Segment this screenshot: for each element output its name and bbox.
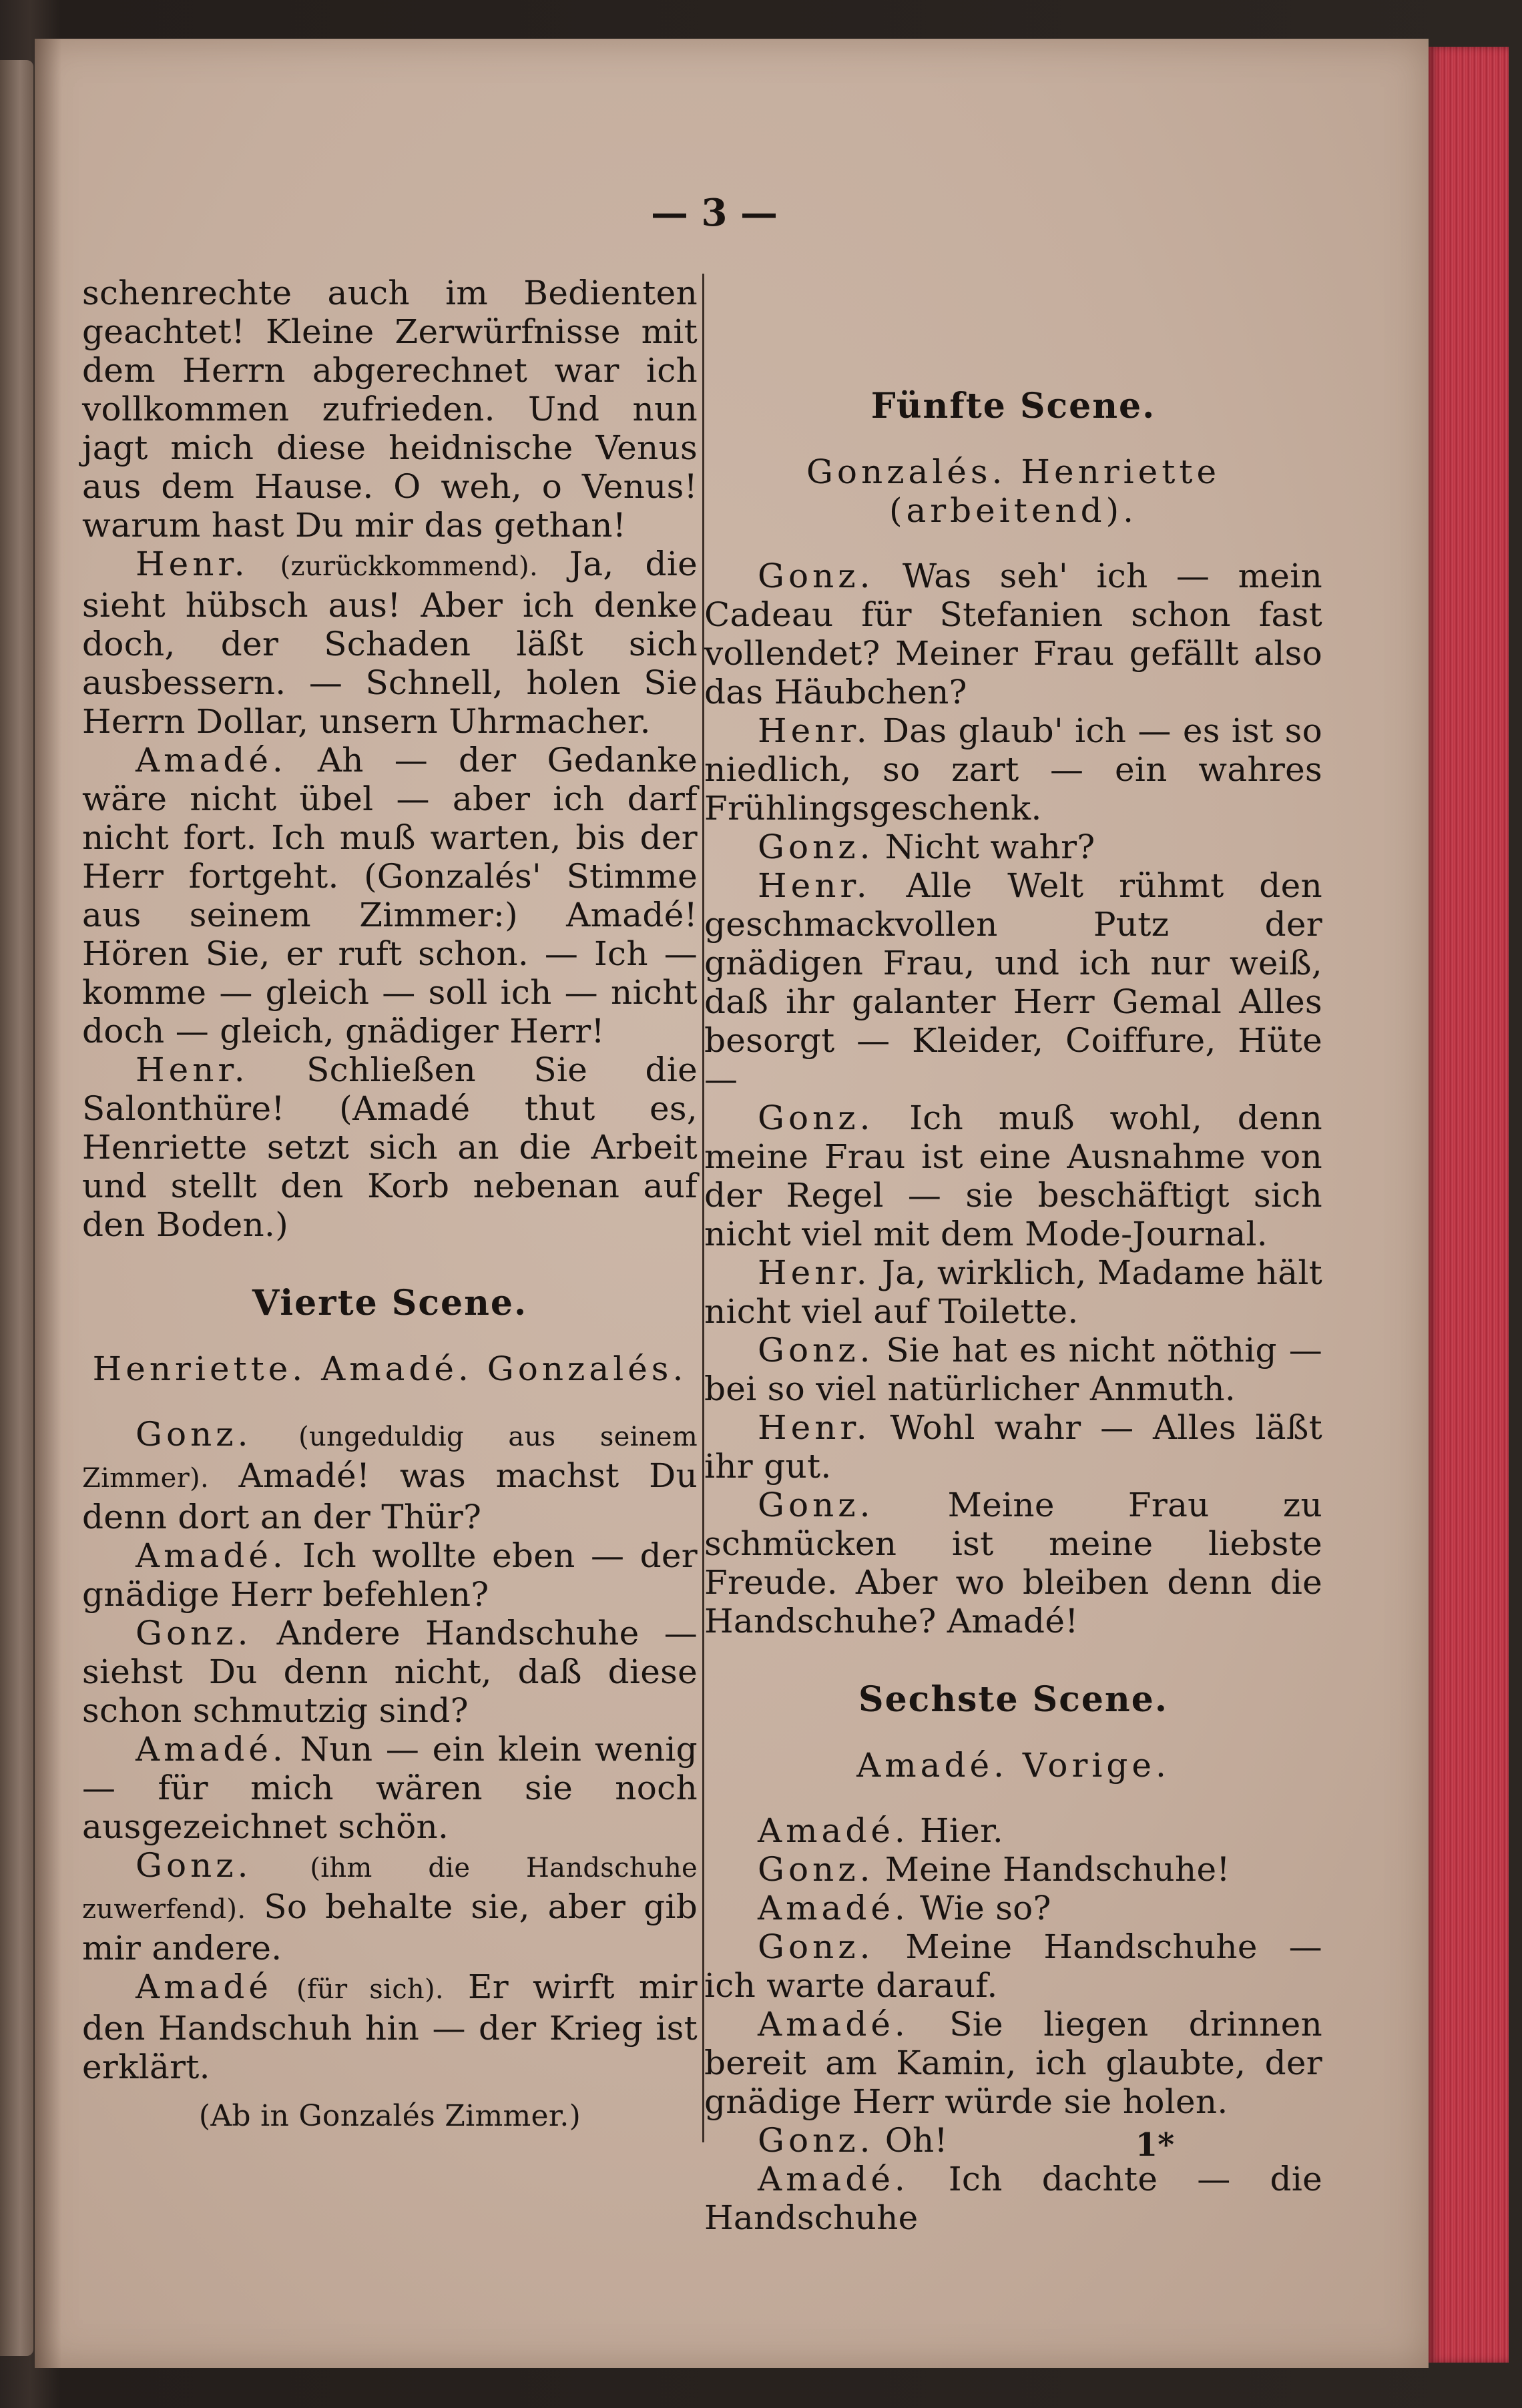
dialogue-line bbox=[82, 741, 698, 1050]
dialogue-text: Ah — der Gedanke wäre nicht übel — aber ich darf nicht fort. Ich muß warten, bis der Herr fortgeht. (Gonzalés' Stimme aus seinem Zimmer:) Amadé! Hören Sie, er ruft schon. — Ich — komme — gleich — soll ich — nicht doch — gleich, gnädiger Herr! bbox=[82, 741, 698, 1050]
speaker-name: Amadé bbox=[136, 1968, 272, 2006]
speaker-name: Amadé. bbox=[136, 1730, 287, 1769]
scene-heading: Fünfte Scene. bbox=[870, 386, 1156, 426]
dialogue-text: Alle Welt rühmt den geschmackvollen Putz der gnädigen Frau, und ich nur weiß, daß ihr galanter Herr Gemal Alles besorgt — Kleider, Coiffure, Hüte — bbox=[704, 866, 1322, 1099]
stage-direction: (für sich). bbox=[296, 1974, 444, 2005]
speaker-name: Gonz. bbox=[758, 557, 874, 595]
stage-direction: (ungeduldig aus seinem Zimmer). bbox=[82, 1422, 698, 1494]
dialogue-line bbox=[704, 2121, 1322, 2160]
speaker-name: Henr. bbox=[758, 1408, 871, 1447]
speaker-name: Gonz. bbox=[758, 1099, 874, 1137]
dialogue-text: So behalte sie, aber gib mir andere. bbox=[82, 1887, 698, 1968]
speaker-name: Amadé. bbox=[758, 2005, 909, 2044]
dialogue-line bbox=[82, 1536, 698, 1614]
dialogue-text: Ja, die sieht hübsch aus! Aber ich denke doch, der Schaden läßt sich ausbessern. — Schnell, holen Sie Herrn Dollar, unsern Uhrmacher. bbox=[82, 545, 698, 741]
stage-direction: (ihm die Handschuhe zuwerfend). bbox=[82, 1853, 698, 1925]
red-page-edges bbox=[1429, 47, 1509, 2363]
dialogue-continuation: schenrechte auch im Bedienten geachtet! Kleine Zerwürfnisse mit dem Herrn abgerechnet war ich vollkommen zufrieden. Und nun jagt mich diese heidnische Venus aus dem Hause. O weh, o Venus! warum hast Du mir das gethan! bbox=[82, 274, 698, 545]
dialogue-line bbox=[704, 1850, 1322, 1889]
dialogue-text: Sie liegen drinnen bereit am Kamin, ich glaubte, der gnädige Herr würde sie holen. bbox=[704, 2005, 1322, 2121]
cast-list: Amadé. Vorige. bbox=[856, 1746, 1170, 1785]
speaker-name: Amadé. bbox=[758, 2160, 909, 2198]
dialogue-line bbox=[82, 1050, 698, 1244]
speaker-name: Gonz. bbox=[758, 2121, 874, 2160]
page-number: — 3 — bbox=[651, 191, 778, 235]
dialogue-text: Er wirft mir den Handschuh hin — der Krieg ist erklärt. bbox=[82, 1968, 698, 2086]
speaker-name: Amadé. bbox=[758, 1811, 909, 1850]
dialogue-line bbox=[82, 1415, 698, 1536]
dialogue-text: Meine Handschuhe — ich warte darauf. bbox=[704, 1927, 1322, 2005]
speaker-name: Gonz. bbox=[758, 828, 874, 866]
left-page-edge bbox=[0, 60, 33, 2356]
dialogue-text: Was seh' ich — mein Cadeau für Stefanien schon fast vollendet? Meiner Frau gefällt also das Häubchen? bbox=[704, 557, 1322, 711]
dialogue-line bbox=[704, 1889, 1322, 1927]
speaker-name: Henr. bbox=[758, 711, 871, 750]
dialogue-line bbox=[704, 1408, 1322, 1486]
dialogue-line bbox=[704, 2160, 1322, 2237]
stage-direction: (Ab in Gonzalés Zimmer.) bbox=[198, 2099, 581, 2133]
speaker-name: Gonz. bbox=[758, 1331, 874, 1370]
speaker-name: Amadé. bbox=[136, 741, 287, 780]
dialogue-text: Wie so? bbox=[920, 1889, 1051, 1927]
dialogue-text: Hier. bbox=[920, 1811, 1004, 1850]
dialogue-text: Sie hat es nicht nöthig — bei so viel natürlicher Anmuth. bbox=[704, 1331, 1322, 1408]
speaker-name: Amadé. bbox=[136, 1536, 287, 1575]
dialogue-line bbox=[704, 557, 1322, 711]
dialogue-text: Nun — ein klein wenig — für mich wären sie noch ausgezeichnet schön. bbox=[82, 1730, 698, 1846]
stage-direction: (zurückkommend). bbox=[280, 551, 538, 582]
dialogue-text: Ich muß wohl, denn meine Frau ist eine Ausnahme von der Regel — sie beschäftigt sich nicht viel mit dem Mode-Journal. bbox=[704, 1099, 1322, 1253]
speaker-name: Henr. bbox=[136, 1050, 249, 1089]
dialogue-line bbox=[704, 1331, 1322, 1408]
dialogue-line bbox=[82, 1730, 698, 1846]
dialogue-line bbox=[704, 1253, 1322, 1331]
speaker-name: Gonz. bbox=[758, 1486, 874, 1524]
dialogue-text: Amadé! was machst Du denn dort an der Thür? bbox=[82, 1456, 698, 1536]
dialogue-text: Schließen Sie die Salonthüre! (Amadé thut es, Henriette setzt sich an die Arbeit und stellt den Korb nebenan auf den Boden.) bbox=[82, 1050, 698, 1244]
speaker-name: Henr. bbox=[758, 866, 871, 905]
dialogue-text: Andere Handschuhe — siehst Du denn nicht, daß diese schon schmutzig sind? bbox=[82, 1614, 698, 1730]
speaker-name: Amadé. bbox=[758, 1889, 909, 1927]
dialogue-text: Oh! bbox=[884, 2121, 948, 2160]
dialogue-line bbox=[82, 1968, 698, 2086]
dialogue-text: Ja, wirklich, Madame hält nicht viel auf Toilette. bbox=[704, 1253, 1322, 1331]
scene-heading: Vierte Scene. bbox=[252, 1283, 528, 1323]
dialogue-line bbox=[704, 1099, 1322, 1253]
scene-heading: Sechste Scene. bbox=[858, 1679, 1168, 1720]
dialogue-line bbox=[82, 1846, 698, 1968]
cast-list: Henriette. Amadé. Gonzalés. bbox=[92, 1349, 688, 1388]
speaker-name: Gonz. bbox=[136, 1415, 252, 1454]
speaker-name: Henr. bbox=[758, 1253, 871, 1292]
left-column bbox=[82, 274, 698, 2136]
right-column bbox=[704, 347, 1322, 2237]
dialogue-line bbox=[704, 828, 1322, 866]
dialogue-line bbox=[704, 1486, 1322, 1640]
dialogue-line bbox=[704, 1811, 1322, 1850]
dialogue-text: Nicht wahr? bbox=[884, 828, 1095, 866]
speaker-name: Gonz. bbox=[136, 1614, 252, 1652]
dialogue-line bbox=[704, 866, 1322, 1099]
dialogue-text: Meine Frau zu schmücken ist meine liebste Freude. Aber wo bleiben denn die Handschuhe? Amadé! bbox=[704, 1486, 1322, 1640]
dialogue-line bbox=[704, 2005, 1322, 2121]
dialogue-text: Ich dachte — die Handschuhe bbox=[704, 2160, 1322, 2237]
gutter-shadow bbox=[35, 39, 61, 2368]
signature-mark: 1* bbox=[1135, 2126, 1175, 2164]
dialogue-text: Wohl wahr — Alles läßt ihr gut. bbox=[704, 1408, 1322, 1486]
dialogue-line bbox=[704, 1927, 1322, 2005]
cast-list: Gonzalés. Henriette (arbeitend). bbox=[806, 453, 1221, 530]
dialogue-line bbox=[82, 1614, 698, 1730]
dialogue-line bbox=[704, 711, 1322, 828]
speaker-name: Gonz. bbox=[136, 1846, 252, 1885]
speaker-name: Gonz. bbox=[758, 1927, 874, 1966]
speaker-name: Henr. bbox=[136, 545, 249, 583]
dialogue-text: Meine Handschuhe! bbox=[884, 1850, 1230, 1889]
speaker-name: Gonz. bbox=[758, 1850, 874, 1889]
dialogue-line bbox=[82, 545, 698, 741]
dialogue-text: Das glaub' ich — es ist so niedlich, so zart — ein wahres Frühlingsgeschenk. bbox=[704, 711, 1322, 828]
dialogue-text: Ich wollte eben — der gnädige Herr befehlen? bbox=[82, 1536, 698, 1614]
